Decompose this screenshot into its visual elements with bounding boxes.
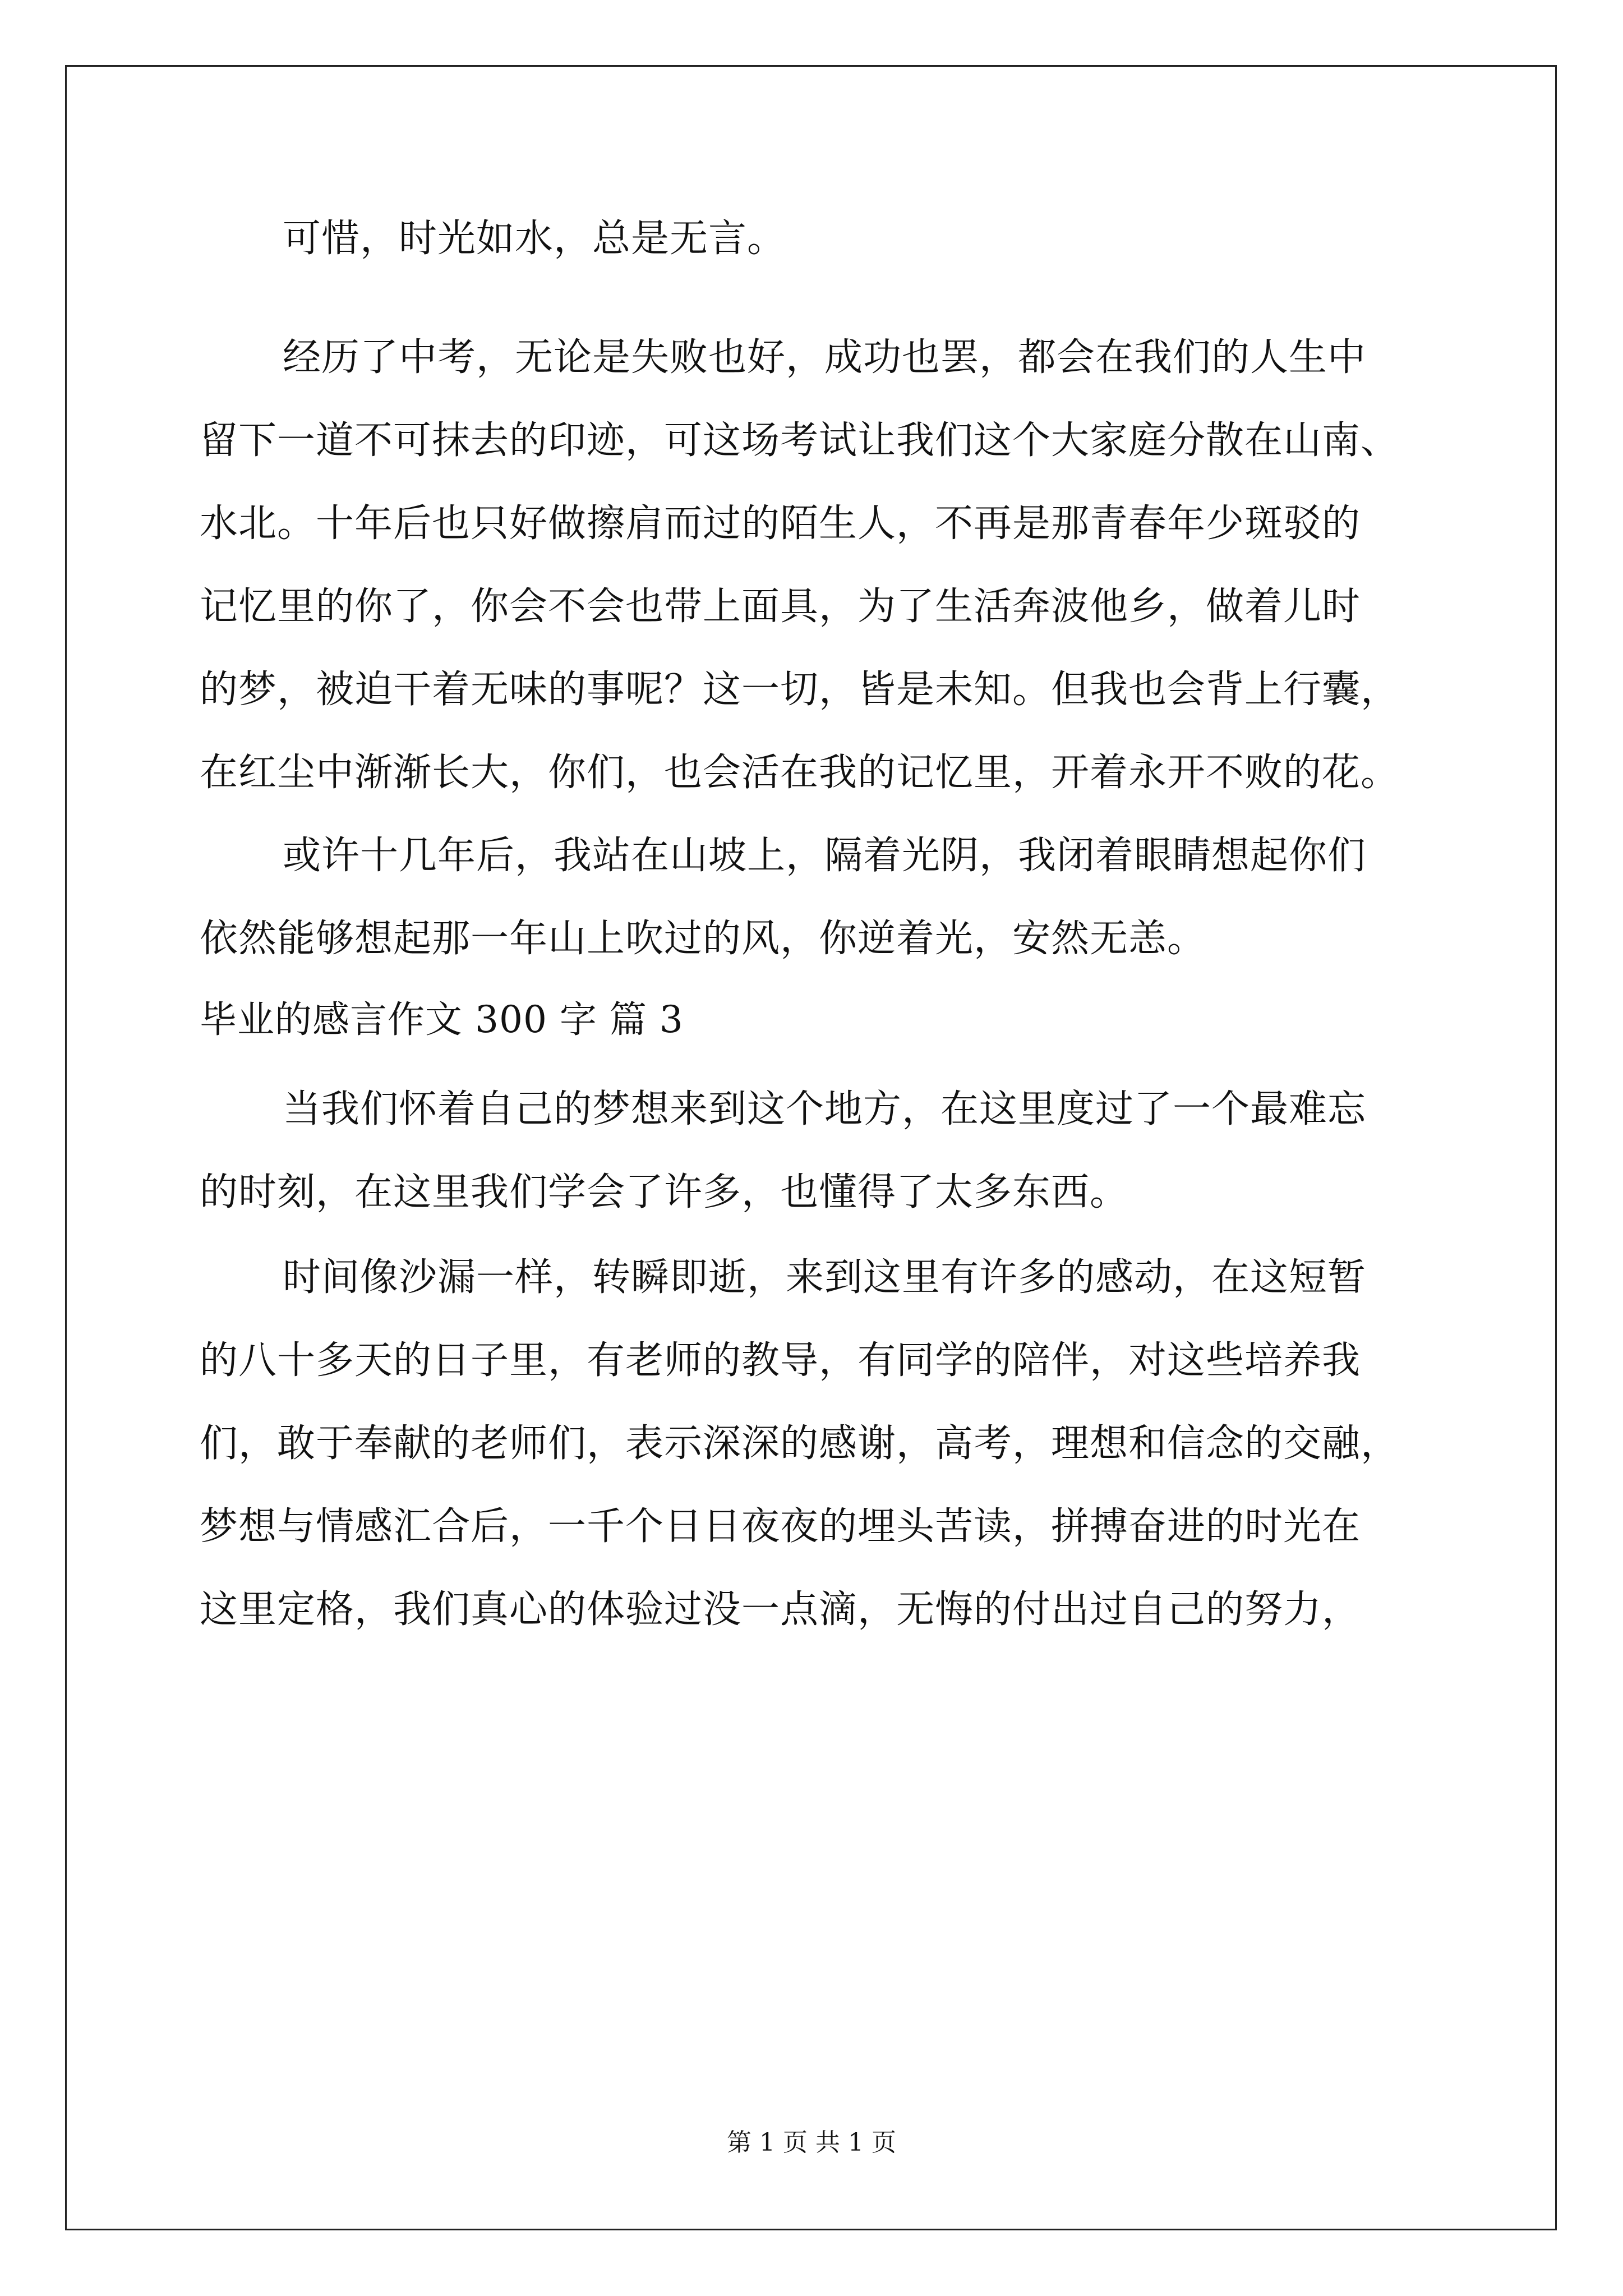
paragraph-line: 经历了中考，无论是失败也好，成功也罢，都会在我们的人生中 <box>283 335 1367 380</box>
paragraph-line: 在红尘中渐渐长大，你们，也会活在我的记忆里，开着永开不败的花。 <box>200 751 1400 795</box>
paragraph-line: 留下一道不可抹去的印迹，可这场考试让我们这个大家庭分散在山南、 <box>200 418 1400 463</box>
paragraph-line: 或许十几年后，我站在山坡上，隔着光阴，我闭着眼睛想起你们 <box>283 834 1367 878</box>
paragraph-line: 的八十多天的日子里，有老师的教导，有同学的陪伴，对这些培养我 <box>200 1338 1361 1383</box>
paragraph-line: 当我们怀着自己的梦想来到这个地方，在这里度过了一个最难忘 <box>283 1087 1367 1131</box>
paragraph-line: 这里定格，我们真心的体验过没一点滴，无悔的付出过自己的努力， <box>200 1588 1361 1632</box>
page-frame <box>65 65 1557 2230</box>
paragraph-line: 依然能够想起那一年山上吹过的风，你逆着光，安然无恙。 <box>200 917 1206 961</box>
paragraph-line: 记忆里的你了，你会不会也带上面具，为了生活奔波他乡，做着儿时 <box>200 585 1361 629</box>
paragraph-line: 的时刻，在这里我们学会了许多，也懂得了太多东西。 <box>200 1170 1129 1214</box>
paragraph-line: 的梦，被迫干着无味的事呢？这一切，皆是未知。但我也会背上行囊， <box>200 668 1400 712</box>
section-heading: 毕业的感言作文 300 字 篇 3 <box>200 998 684 1041</box>
paragraph-line: 梦想与情感汇合后，一千个日日夜夜的埋头苦读，拼搏奋进的时光在 <box>200 1504 1361 1549</box>
page-number-footer: 第 1 页 共 1 页 <box>727 2128 896 2157</box>
paragraph-line: 时间像沙漏一样，转瞬即逝，来到这里有许多的感动，在这短暂 <box>283 1255 1367 1300</box>
paragraph-line: 可惜，时光如水，总是无言。 <box>283 217 786 261</box>
paragraph-line: 们，敢于奉献的老师们，表示深深的感谢，高考，理想和信念的交融， <box>200 1421 1400 1466</box>
paragraph-line: 水北。十年后也只好做擦肩而过的陌生人，不再是那青春年少斑驳的 <box>200 501 1361 546</box>
